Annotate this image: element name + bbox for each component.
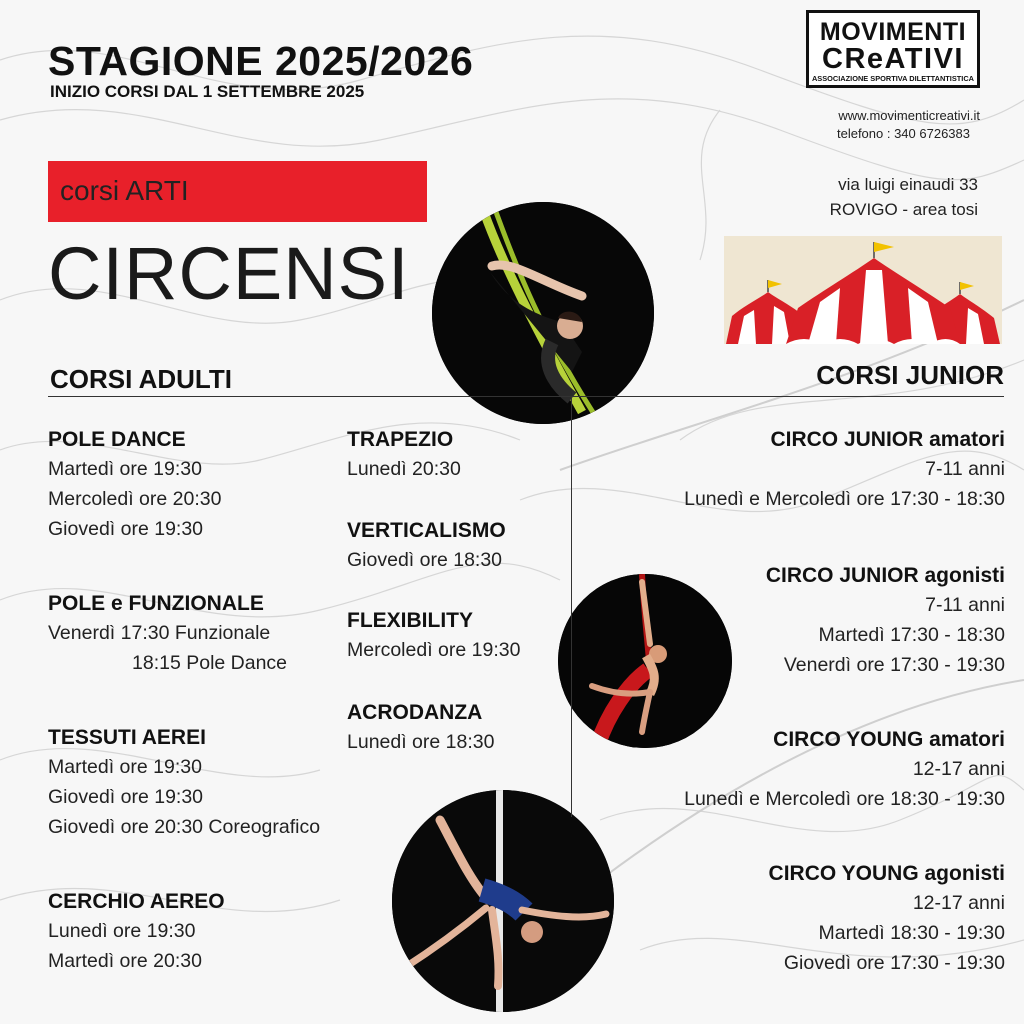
course-age: 7-11 anni — [925, 458, 1005, 480]
course-cerchio-aereo — [48, 888, 225, 976]
course-trapezio — [347, 426, 461, 484]
course-title: VERTICALISMO — [347, 519, 506, 542]
course-flexibility — [347, 607, 520, 665]
course-age: 12-17 anni — [912, 758, 1005, 780]
course-schedule: Lunedì e Mercoledì ore 17:30 - 18:30 — [684, 488, 1005, 510]
course-title: CIRCO YOUNG amatori — [773, 728, 1005, 751]
course-title: CIRCO JUNIOR agonisti — [765, 564, 1005, 587]
vertical-divider — [571, 397, 572, 817]
course-circo-young-amatori — [684, 726, 1005, 814]
adult-courses-heading: CORSI ADULTI — [50, 364, 232, 394]
season-title: STAGIONE 2025/2026 — [48, 38, 474, 84]
circus-tent-illustration — [724, 236, 1002, 344]
junior-courses-heading: CORSI JUNIOR — [816, 360, 1004, 390]
course-title: FLEXIBILITY — [347, 609, 473, 632]
course-schedule: Lunedì ore 19:30 — [48, 920, 196, 942]
course-schedule: Lunedì e Mercoledì ore 18:30 - 19:30 — [684, 788, 1005, 810]
course-title: POLE e FUNZIONALE — [48, 592, 264, 615]
logo-line-3: ASSOCIAZIONE SPORTIVA DILETTANTISTICA — [811, 74, 975, 83]
course-tessuti-aerei — [48, 724, 320, 842]
course-schedule: Martedì 17:30 - 18:30 — [818, 624, 1005, 646]
aerial-silk-performer-photo — [432, 202, 654, 424]
course-schedule: Giovedì ore 20:30 Coreografico — [48, 816, 321, 838]
course-circo-junior-amatori — [684, 426, 1005, 514]
course-schedule: 18:15 Pole Dance — [132, 652, 288, 674]
course-schedule: Giovedì ore 19:30 — [48, 518, 204, 540]
course-schedule: Giovedì ore 18:30 — [347, 549, 503, 571]
horizontal-divider — [48, 396, 1004, 397]
course-pole-dance — [48, 426, 221, 544]
course-pole-funzionale — [48, 590, 287, 678]
course-schedule: Lunedì ore 18:30 — [347, 731, 495, 753]
course-acrodanza — [347, 699, 494, 757]
course-schedule: Mercoledì ore 20:30 — [48, 488, 222, 510]
course-schedule: Martedì ore 20:30 — [48, 950, 202, 972]
logo-line-2: CReATIVI — [822, 43, 964, 75]
course-schedule: Lunedì 20:30 — [347, 458, 461, 480]
movimenti-creativi-logo — [806, 10, 980, 88]
course-age: 7-11 anni — [925, 594, 1005, 616]
course-title: TRAPEZIO — [347, 428, 454, 451]
phone-number: telefono : 340 6726383 — [836, 126, 970, 141]
course-verticalismo — [347, 517, 506, 575]
course-schedule: Martedì ore 19:30 — [48, 458, 202, 480]
course-title: CERCHIO AEREO — [48, 890, 225, 913]
course-schedule: Giovedì ore 17:30 - 19:30 — [783, 952, 1005, 974]
course-title: TESSUTI AEREI — [48, 726, 206, 749]
course-schedule: Martedì ore 19:30 — [48, 756, 202, 778]
course-title: CIRCO YOUNG agonisti — [768, 862, 1005, 885]
course-title: CIRCO JUNIOR amatori — [770, 428, 1005, 451]
red-label-band — [48, 161, 427, 222]
main-title: CIRCENSI — [48, 232, 410, 315]
season-start-date: INIZIO CORSI DAL 1 SETTEMBRE 2025 — [50, 82, 365, 101]
corsi-arti-label: corsi ARTI — [60, 175, 189, 206]
course-schedule: Venerdì ore 17:30 - 19:30 — [783, 654, 1005, 676]
course-age: 12-17 anni — [912, 892, 1005, 914]
course-schedule: Mercoledì ore 19:30 — [347, 639, 521, 661]
course-schedule: Giovedì ore 19:30 — [48, 786, 204, 808]
course-title: ACRODANZA — [347, 701, 483, 724]
course-circo-junior-agonisti — [766, 562, 1005, 680]
address-city: ROVIGO - area tosi — [829, 200, 978, 219]
address-street: via luigi einaudi 33 — [838, 175, 978, 194]
pole-dance-performer-photo — [392, 790, 614, 1012]
course-circo-young-agonisti — [769, 860, 1005, 978]
logo-line-1: MOVIMENTI — [819, 18, 967, 46]
course-schedule: Martedì 18:30 - 19:30 — [818, 922, 1005, 944]
course-schedule: Venerdì 17:30 Funzionale — [48, 622, 271, 644]
aerial-fabric-acrobat-photo — [558, 574, 732, 748]
website-link[interactable]: www.movimenticreativi.it — [838, 108, 980, 123]
course-title: POLE DANCE — [48, 428, 186, 451]
